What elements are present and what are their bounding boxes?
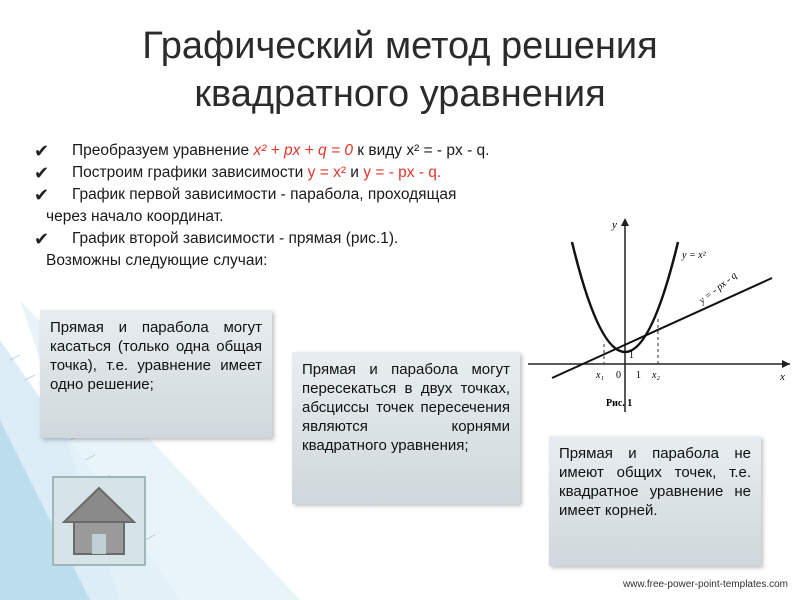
bullet-1-tail: x² = - px - q.	[406, 142, 490, 159]
bullet-1-mid: к виду	[357, 142, 403, 159]
check-mark-icon: ✔	[34, 163, 50, 183]
label-x1: x₁	[596, 370, 604, 381]
bullet-2-equation-2: y = - px - q.	[363, 164, 442, 181]
check-mark-icon: ✔	[34, 229, 50, 249]
bullet-2-equation-1: y = x²	[307, 164, 346, 181]
check-mark-icon: ✔	[34, 141, 50, 161]
bullet-2	[34, 162, 594, 184]
label-one-x: 1	[636, 370, 641, 381]
case-box-one-point: Прямая и парабола могут касаться (только одна общая точка), т.е. уравнение имеет одно решение;	[40, 310, 272, 438]
footer-url: www.free-power-point-templates.com	[622, 579, 788, 590]
figure-caption: Рис. 1	[606, 398, 633, 409]
title-line-2: квадратного уравнения	[194, 73, 606, 115]
line-label: y = - px - q	[697, 270, 740, 307]
figure-parabola-line	[522, 212, 792, 418]
case-box-no-points: Прямая и парабола не имеют общих точек, т.е. квадратное уравнение не имеет корней.	[549, 436, 761, 566]
home-button[interactable]	[52, 476, 146, 566]
y-axis-arrow	[621, 218, 629, 226]
bullet-list	[34, 140, 594, 272]
parabola-label: y = x²	[682, 250, 706, 261]
title-line-1: Графический метод решения	[142, 25, 658, 67]
bullet-4-continuation: Возможны следующие случаи:	[46, 252, 268, 269]
bullet-2-text: Построим графики зависимости	[72, 164, 304, 181]
bullet-3	[34, 184, 594, 206]
label-one-y: 1	[629, 350, 634, 361]
home-icon	[54, 478, 144, 564]
case-box-two-points: Прямая и парабола могут пересекаться в двух точках, абсциссы точек пересечения являются корнями квадратного уравнения;	[292, 352, 520, 504]
label-zero: 0	[616, 370, 621, 381]
bullet-3-text: График первой зависимости - парабола, проходящая	[72, 186, 457, 203]
bullet-3-continuation: через начало координат.	[46, 208, 224, 225]
axis-y-label: y	[612, 219, 617, 231]
bullet-4	[34, 228, 594, 250]
check-mark-icon: ✔	[34, 185, 50, 205]
bullet-1-text: Преобразуем уравнение	[72, 142, 250, 159]
page-title	[0, 22, 800, 118]
label-x2: x₂	[652, 370, 660, 381]
bullet-2-and: и	[350, 164, 359, 181]
bullet-1-equation: x² + px + q = 0	[253, 142, 353, 159]
bullet-1	[34, 140, 594, 162]
x-axis-arrow	[782, 360, 790, 368]
bullet-4-text: График второй зависимости - прямая (рис.1).	[72, 230, 399, 247]
axis-x-label: x	[780, 371, 785, 383]
